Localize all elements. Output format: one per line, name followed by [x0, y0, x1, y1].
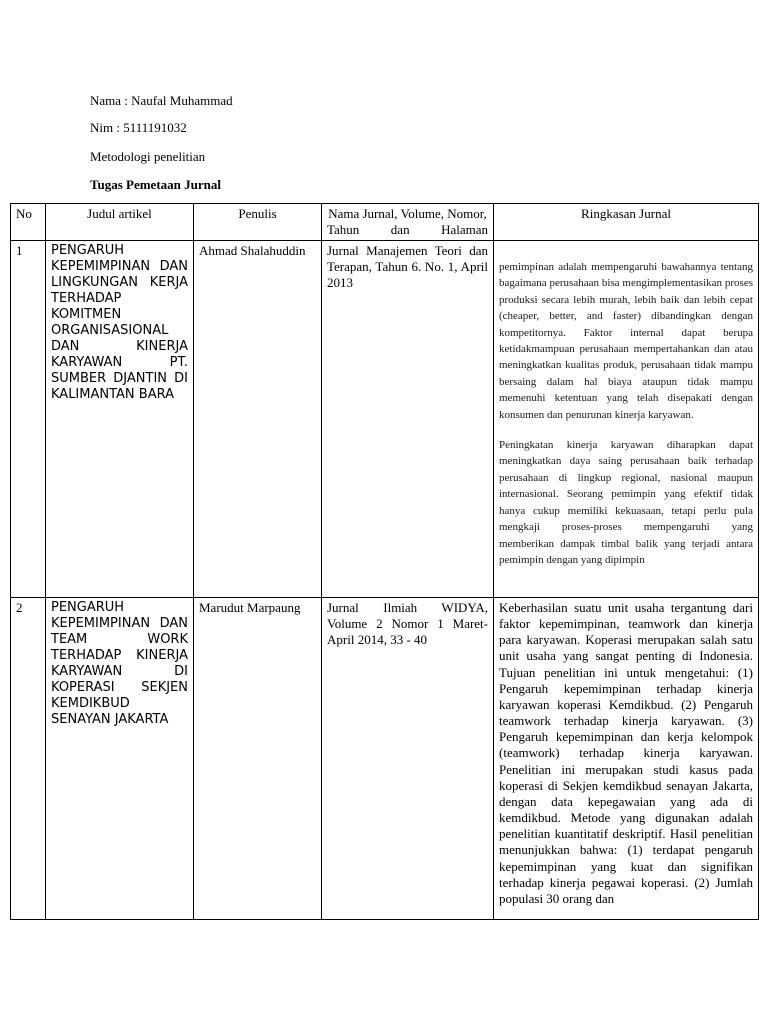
course-name: Metodologi penelitian [90, 149, 206, 164]
col-header-summary: Ringkasan Jurnal [494, 204, 759, 241]
student-name: Nama : Naufal Muhammad [90, 93, 233, 108]
table-row [11, 598, 759, 920]
col-header-author: Penulis [194, 204, 322, 241]
article-title: PENGARUH KEPEMIMPINAN DAN LINGKUNGAN KERJA TERHADAP KOMITMEN ORGANISASIONAL DAN KINERJA KARYAWAN PT. SUMBER DJANTIN DI KALIMANTAN BARA [46, 241, 194, 598]
summary-paragraph: Peningkatan kinerja karyawan diharapkan dapat meningkatkan daya saing perusahaan baik terhadap perusahaan di lingkup regional, nasional maupun internasional. Seorang pemimpin yang efektif tidak hanya cukup memiliki kekuasaan, tetapi perlu pula mengkaji proses-proses mempengaruhi yang memberikan dampak timbal balik yang terjadi antara pemimpin dengan yang dipimpin [499, 439, 753, 566]
article-title: PENGARUH KEPEMIMPINAN DAN TEAM WORK TERHADAP KINERJA KARYAWAN DI KOPERASI SEKJEN KEMDIKBUD SENAYAN JAKARTA [46, 598, 194, 920]
row-number: 2 [11, 598, 46, 920]
journal-info: Jurnal Manajemen Teori dan Terapan, Tahun 6. No. 1, April 2013 [322, 241, 494, 598]
journal-summary-cell [494, 241, 759, 598]
journal-info: Jurnal Ilmiah WIDYA, Volume 2 Nomor 1 Maret-April 2014, 33 - 40 [322, 598, 494, 920]
table-row [11, 241, 759, 598]
journal-mapping-table [10, 203, 759, 920]
student-nim: Nim : 5111191032 [90, 120, 187, 135]
journal-summary-cell [494, 598, 759, 920]
table-header-row [11, 204, 759, 241]
col-header-title: Judul artikel [46, 204, 194, 241]
journal-summary [499, 243, 753, 595]
journal-summary: Keberhasilan suatu unit usaha tergantung dari faktor kepemimpinan, teamwork dan kinerja para karyawan. Koperasi merupakan salah satu unit usaha yang sangat penting di Indonesia. Tujuan penelitian ini untuk mengetahui: (1) Pengaruh kepemimpinan terhadap kinerja karyawan koperasi Kemdikbud. (2) Pengaruh teamwork terhadap kinerja karyawan. (3) Pengaruh kepemimpinan dan kerja kelompok (teamwork) terhadap kinerja karyawan. Penelitian ini merupakan studi kasus pada koperasi di Sekjen kemdikbud senayan Jakarta, dengan data kepegawaian yang ada di kemdikbud. Metode yang digunakan adalah penelitian kuantitatif deskriptif. Hasil penelitian menunjukkan bahwa: (1) terdapat pengaruh kepemimpinan yang kuat dan signifikan terhadap kinerja pegawai koperasi. (2) Jumlah populasi 30 orang dan [499, 600, 753, 906]
col-header-journal: Nama Jurnal, Volume, Nomor, Tahun dan Halaman [322, 204, 494, 241]
row-number: 1 [11, 241, 46, 598]
summary-paragraph: pemimpinan adalah mempengaruhi bawahannya tentang bagaimana perusahaan bisa mengimplementasikan proses produksi secara lebih murah, lebih baik dan lebih cepat (cheaper, better, and faster) dibandingkan dengan kompetitornya. Faktor internal dapat berupa ketidakmampuan perusahaan mempertahankan dan atau meningkatkan kualitas produk, perusahaan tidak mampu bersaing dalam hal biaya ataupun tidak mampu memenuhi ketentuan yang telah disepakati dengan konsumen dan penurunan kinerja karyawan. [499, 261, 753, 421]
task-title: Tugas Pemetaan Jurnal [90, 177, 221, 192]
col-header-no: No [11, 204, 46, 241]
article-author: Marudut Marpaung [194, 598, 322, 920]
article-author: Ahmad Shalahuddin [194, 241, 322, 598]
